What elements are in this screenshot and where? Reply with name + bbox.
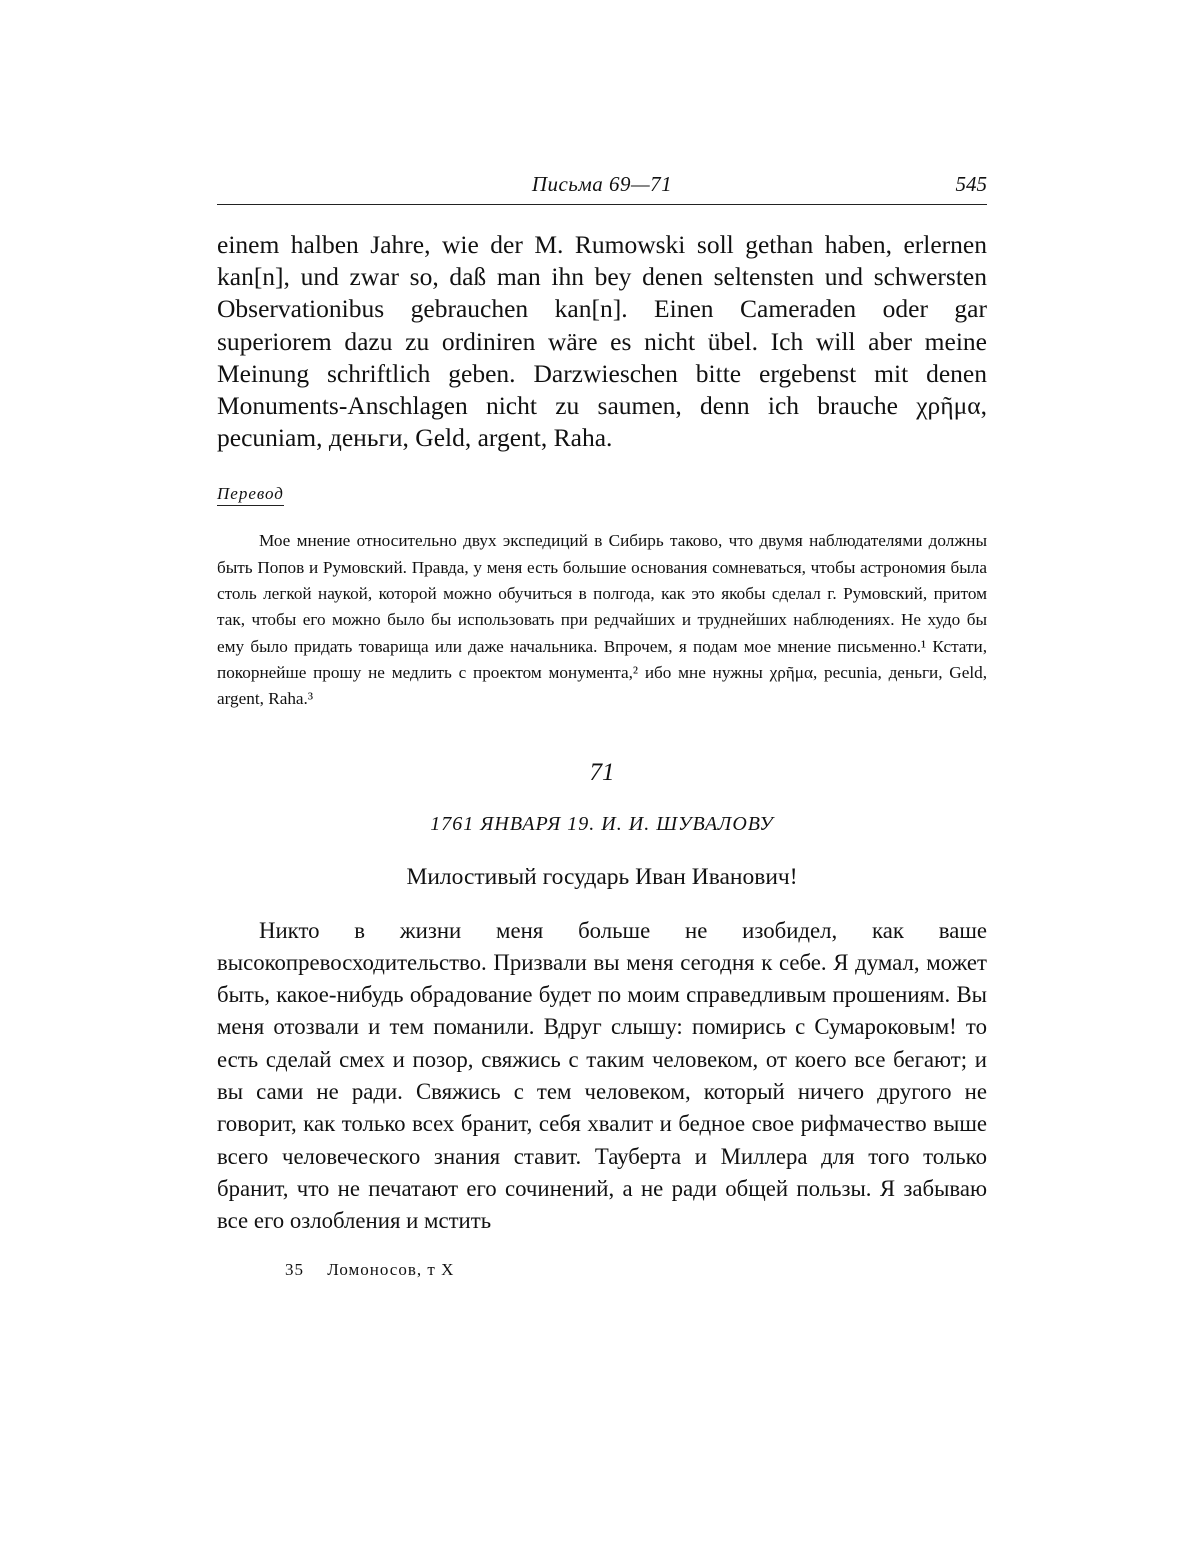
page-header: [217, 170, 987, 205]
book-page: [217, 170, 987, 1280]
letter-body-text: Никто в жизни меня больше не изобидел, как ваше высокопревосходительство. Призвали вы меня сегодня к себе. Я думал, может быть, какое-нибудь обрадование будет по моим справедливым прошениям. Вы меня отозвали и тем поманили. Вдруг слышу: помирись с Сумароковым! то есть сделай смех и позор, свяжись с таким человеком, от коего все бегают; и вы сами не ради. Свяжись с тем человеком, который ничего другого не говорит, как только всех бранит, себя хвалит и бедное свое рифмачество выше всего человеческого знания ставит. Тауберта и Миллера для того только бранит, что не печатают его сочинений, а не ради общей пользы. Я забываю все его озлобления и мстить: [217, 915, 987, 1238]
translation-text: Мое мнение относительно двух экспедиций в Сибирь таково, что двумя наблюдателями должны быть Попов и Румовский. Правда, у меня есть большие основания сомневаться, чтобы астрономия была столь легкой наукой, которой можно обучиться в полгода, как это якобы сделал г. Румовский, притом так, чтобы его можно было бы использовать при редчайших и труднейших наблюдениях. Не худо бы ему было придать товарища или даже начальника. Впрочем, я подам мое мнение письменно.¹ Кстати, покорнейше прошу не медлить с проектом монумента,² ибо мне нужны χρῆμα, pecunia, деньги, Geld, argent, Raha.³: [217, 528, 987, 712]
volume-label: Ломоносов, т X: [327, 1260, 454, 1279]
running-title: Письма 69—71: [217, 172, 987, 197]
signature-number: 35: [285, 1260, 304, 1279]
german-letter-text: einem halben Jahre, wie der M. Rumowski soll gethan haben, erlernen kan[n], und zwar so, daß man ihn bey denen seltensten und schwersten Observationibus gebrauchen kan[n]. Einen Cameraden oder gar superiorem dazu zu ordiniren wäre es nicht übel. Ich will aber meine Meinung schriftlich geben. Darzwieschen bitte ergebenst mit denen Monuments-Anschlagen nicht zu saumen, denn ich brauche χρῆμα, pecuniam, деньги, Geld, argent, Raha.: [217, 229, 987, 454]
letter-heading: 1761 ЯНВАРЯ 19. И. И. ШУВАЛОВУ: [217, 813, 987, 836]
page-footer: [285, 1260, 987, 1280]
salutation: Милостивый государь Иван Иванович!: [217, 864, 987, 891]
translation-heading: Перевод: [217, 484, 284, 506]
letter-number: 71: [217, 759, 987, 787]
page-number: 545: [956, 172, 988, 197]
